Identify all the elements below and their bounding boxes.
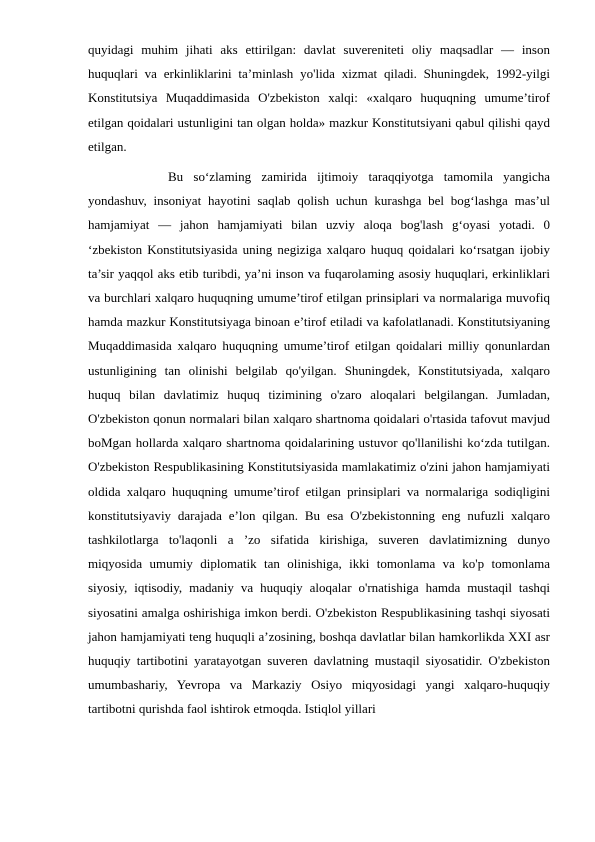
paragraph-2: Bu so‘zlaming zamirida ijtimoiy taraqqiyotga tamomila yangicha yondashuv, insoniyat hayotini saqlab qolish uchun kurashga bel bog‘lashga mas’ul hamjamiyat — jahon hamjamiyati bilan uzviy aloqa bog'lash g‘oyasi yotadi. 0 ‘zbekiston Konstitutsiyasida uning negiziga xalqaro huquq qoidalari ko‘rsatgan ijobiy ta’sir yaqqol aks etib turibdi, ya’ni inson va fuqarolaming asosiy huquqlari, erkinliklari va burchlari xalqaro huquqning umume’tirof etilgan prinsiplari va normalariga muvofiq hamda mazkur Konstitutsiyaga binoan e’tirof etiladi va kafolatlanadi. Konstitutsiyaning Muqaddimasida xalqaro huquqning umume’tirof etilgan qoidalari milliy qonunlardan ustunligining tan olinishi belgilab qo'yilgan. Shuningdek, Konstitutsiyada, xalqaro huquq bilan davlatimiz huquq tizimining o'zaro aloqalari belgilangan. Jumladan, O'zbekiston qonun normalari bilan xalqaro shartnoma qoidalari o'rtasida tafovut mavjud boMgan hollarda xalqaro shartnoma qoidalarining ustuvor qo'llanilishi ko‘zda tutilgan. O'zbekiston Respublikasining Konstitutsiyasida mamlakatimiz o'zini jahon hamjamiyati oldida xalqaro huquqning umume’tirof etilgan prinsiplari va normalariga sodiqligini konstitutsiyaviy darajada e’lon qilgan. Bu esa O'zbekistonning eng nufuzli xalqaro tashkilotlarga to'laqonli a ’zo sifatida kirishiga, suveren davlatimizning dunyo miqyosida umumiy diplomatik tan olinishiga, ikki tomonlama va ko'p tomonlama siyosiy, iqtisodiy, madaniy va huquqiy aloqalar o'rnatishiga hamda mustaqil tashqi siyosatini amalga oshirishiga imkon berdi. O'zbekiston Respublikasining tashqi siyosati jahon hamjamiyati teng huquqli a’zosining, boshqa davlatlar bilan hamkorlikda XXI asr huquqiy tartibotini yaratayotgan suveren davlatning mustaqil siyosatidir. O'zbekiston umumbashariy, Yevropa va Markaziy Osiyo miqyosidagi yangi xalqaro-huquqiy tartibotni qurishda faol ishtirok etmoqda. Istiqlol yillari (88, 169, 550, 717)
document-page (88, 38, 550, 722)
paragraph-1: quyidagi muhim jihati aks ettirilgan: davlat suvereniteti oliy maqsadlar — inson huquqlari va erkinliklarini ta’minlash yo'lida xizmat qiladi. Shuningdek, 1992-yilgi Konstitutsiya Muqaddimasida O'zbekiston xalqi: «xalqaro huquqning umume’tirof etilgan qoidalari ustunligini tan olgan holda» mazkur Konstitutsiyani qabul qilishi qayd etilgan. (88, 42, 550, 154)
